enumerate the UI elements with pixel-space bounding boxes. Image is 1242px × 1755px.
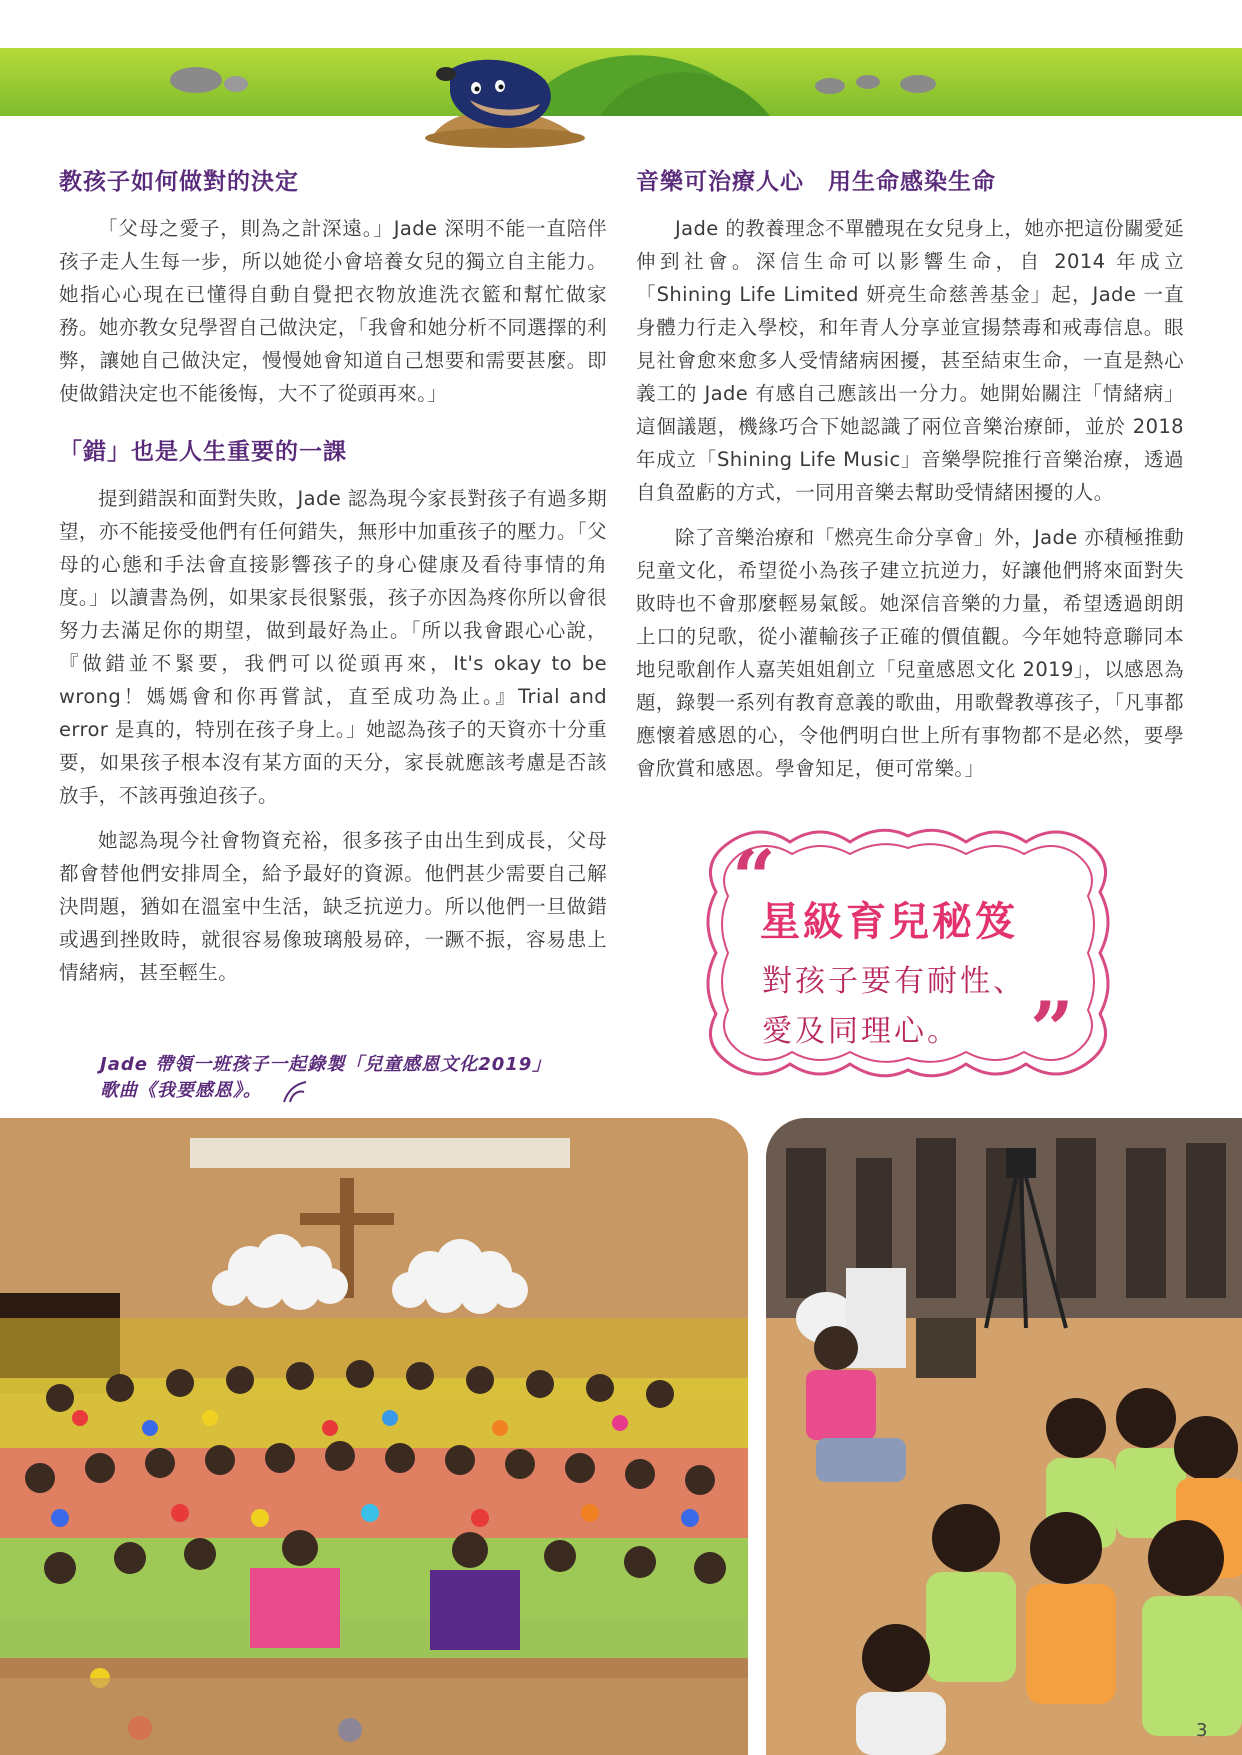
quote-line: 愛及同理心。 bbox=[762, 1014, 960, 1049]
paragraph: 她認為現今社會物資充裕，很多孩子由出生到成長，父母都會替他們安排周全，給予最好的資源。他們甚少需要自己解決問題，猶如在溫室中生活，缺乏抗逆力。所以他們一旦做錯或遇到挫敗時，就很容易像玻璃般易碎，一蹶不振，容易患上情緒病，甚至輕生。 bbox=[59, 829, 607, 984]
swirl-pen-icon bbox=[280, 1080, 310, 1106]
left-column bbox=[59, 162, 607, 989]
top-banner bbox=[0, 0, 1242, 180]
paragraph: 「父母之愛子，則為之計深遠。」Jade 深明不能一直陪伴孩子走人生每一步，所以她從小會培養女兒的獨立自主能力。她指心心現在已懂得自動自覺把衣物放進洗衣籃和幫忙做家務。她亦教女兒學習自己做決定，「我會和她分析不同選擇的利弊，讓她自己做決定，慢慢她會知道自己想要和需要甚麼。即使做錯決定也不能後悔，大不了從頭再來。」 bbox=[59, 217, 607, 405]
close-quote-mark: ” bbox=[1030, 985, 1074, 1074]
section-heading-mistakes: 「錯」也是人生重要的一課 bbox=[59, 439, 347, 465]
caption-line: 歌曲《我要感恩》。 bbox=[100, 1080, 262, 1101]
rock-icon bbox=[170, 67, 222, 93]
photo-caption bbox=[100, 1052, 620, 1104]
paragraph: 除了音樂治療和「燃亮生命分享會」外，Jade 亦積極推動兒童文化，希望從小為孩子建立抗逆力，好讓他們將來面對失敗時也不會那麼輕易氣餒。她深信音樂的力量，希望透過朗朗上口的兒歌，從小灌輸孩子正確的價值觀。今年她特意聯同本地兒歌創作人嘉芙姐姐創立「兒童感恩文化 2019」，以感恩為題，錄製一系列有教育意義的歌曲，用歌聲教導孩子，「凡事都應懷着感恩的心，令他們明白世上所有事物都不是必然，要學會欣賞和感恩。學會知足，便可常樂。」 bbox=[636, 526, 1184, 780]
quote-box bbox=[700, 822, 1116, 1084]
quote-title: 星級育兒秘笈 bbox=[760, 899, 1018, 945]
quote-line: 對孩子要有耐性、 bbox=[762, 964, 1026, 999]
section-heading-music: 音樂可治療人心 用生命感染生命 bbox=[636, 169, 996, 195]
paragraph: 提到錯誤和面對失敗，Jade 認為現今家長對孩子有過多期望，亦不能接受他們有任何錯失，無形中加重孩子的壓力。「父母的心態和手法會直接影響孩子的身心健康及看待事情的角度。」以讀書為例，如果家長很緊張，孩子亦因為疼你所以會很努力去滿足你的期望，做到最好為止。「所以我會跟心心說，『做錯並不緊要，我們可以從頭再來，It's okay to be wrong！媽媽會和你再嘗試，直至成功為止。』Trial and error 是真的，特別在孩子身上。」她認為孩子的天資亦十分重要，如果孩子根本沒有某方面的天分，家長就應該考慮是否該放手，不該再強迫孩子。 bbox=[59, 487, 607, 807]
activity-photo bbox=[766, 1118, 1242, 1755]
paragraph: Jade 的教養理念不單體現在女兒身上，她亦把這份關愛延伸到社會。深信生命可以影響生命，自 2014 年成立「Shining Life Limited 妍亮生命慈善基金」起，Jade 一直身體力行走入學校，和年青人分享並宣揚禁毒和戒毒信息。眼見社會愈來愈多人受情緒病困擾，甚至結束生命，一直是熱心義工的 Jade 有感自己應該出一分力。她開始關注「情緒病」這個議題，機緣巧合下她認識了兩位音樂治療師，並於 2018年成立「Shining Life Music」音樂學院推行音樂治療，透過自負盈虧的方式，一同用音樂去幫助受情緒困擾的人。 bbox=[636, 217, 1184, 504]
section-heading-decision: 教孩子如何做對的決定 bbox=[59, 169, 299, 195]
page-number: 3 bbox=[1196, 1720, 1208, 1741]
open-quote-mark: “ bbox=[732, 833, 776, 922]
right-column bbox=[636, 162, 1184, 785]
group-photo bbox=[0, 1118, 748, 1755]
caption-line: Jade 帶領一班孩子一起錄製「兒童感恩文化2019」 bbox=[100, 1054, 552, 1075]
